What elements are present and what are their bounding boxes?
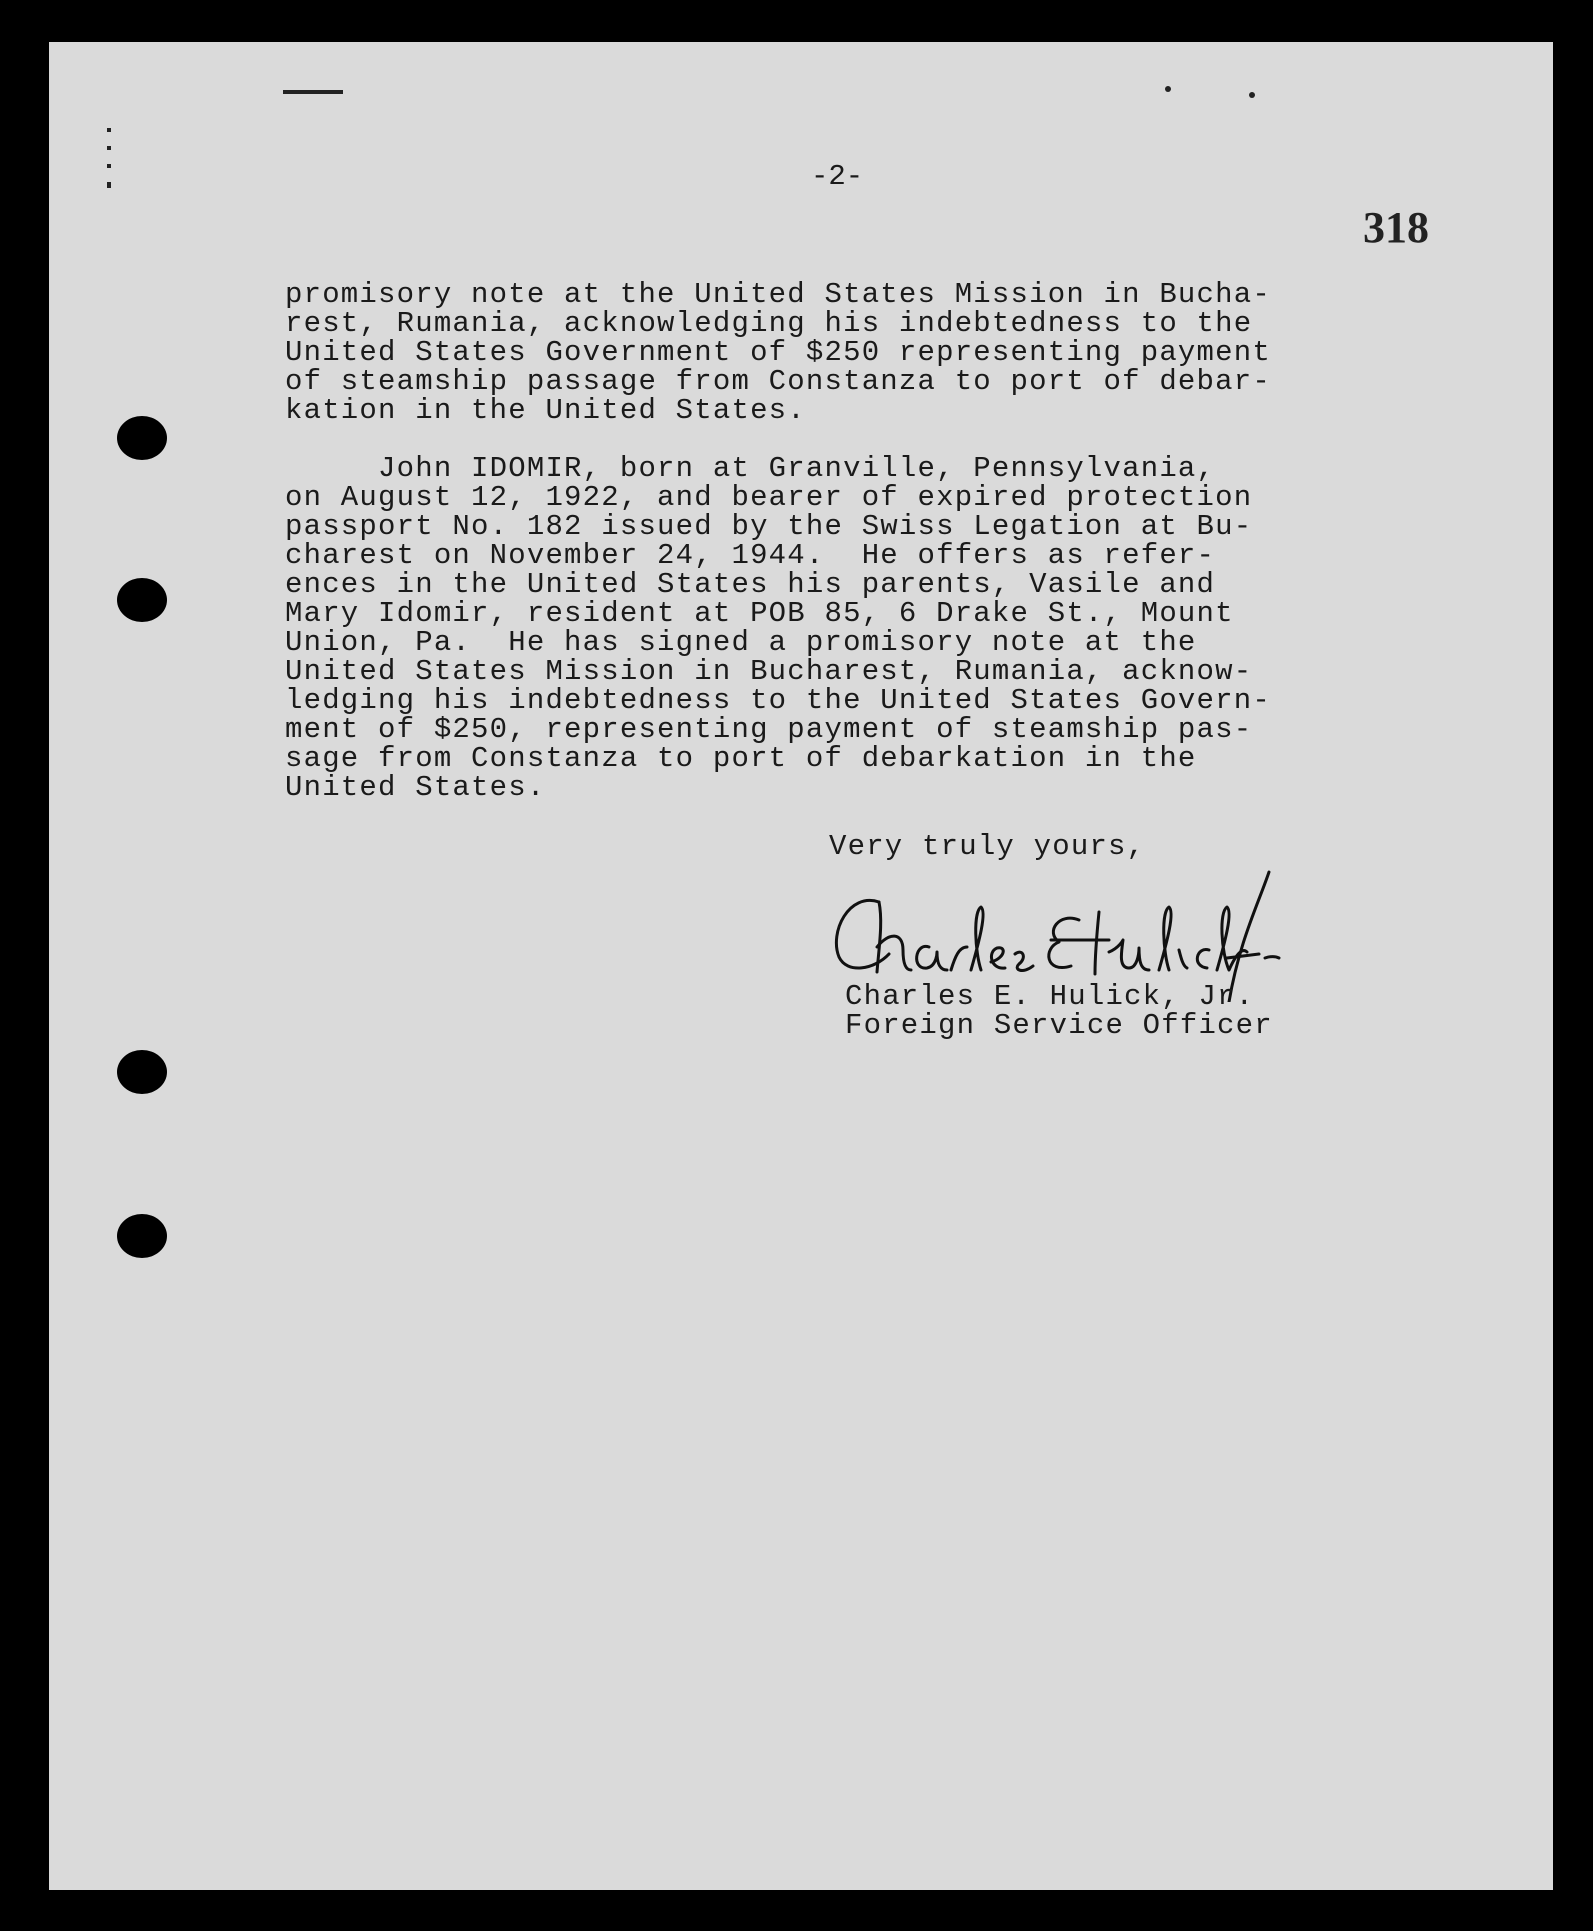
document-page — [49, 42, 1553, 1890]
signer-name: Charles E. Hulick, Jr. — [845, 980, 1255, 1013]
text-line: Mary Idomir, resident at POB 85, 6 Drake St., Mount — [285, 597, 1234, 630]
text-line: sage from Constanza to port of debarkation in the — [285, 742, 1197, 775]
text-line: charest on November 24, 1944. He offers as refer- — [285, 539, 1216, 572]
text-line: kation in the United States. — [285, 394, 806, 427]
text-line: United States Government of $250 representing payment — [285, 336, 1271, 369]
text-line: passport No. 182 issued by the Swiss Legation at Bu- — [285, 510, 1253, 543]
text-line: rest, Rumania, acknowledging his indebtedness to the — [285, 307, 1253, 340]
text-line: ences in the United States his parents, Vasile and — [285, 568, 1216, 601]
page-number: -2- — [811, 160, 864, 193]
text-line: on August 12, 1922, and bearer of expired protection — [285, 481, 1253, 514]
text-line: ment of $250, representing payment of steamship pas- — [285, 713, 1253, 746]
punch-hole — [117, 1050, 167, 1094]
text-line: of steamship passage from Constanza to port of debar- — [285, 365, 1271, 398]
ink-speck — [107, 164, 111, 168]
ink-speck — [107, 146, 111, 150]
text-line: United States Mission in Bucharest, Rumania, acknow- — [285, 655, 1253, 688]
closing: Very truly yours, — [829, 830, 1146, 863]
text-line: Union, Pa. He has signed a promisory note at the — [285, 626, 1197, 659]
text-line: John IDOMIR, born at Granville, Pennsylvania, — [285, 452, 1216, 485]
punch-hole — [117, 1214, 167, 1258]
punch-hole — [117, 416, 167, 460]
ink-speck — [1249, 92, 1255, 98]
ink-speck — [1165, 86, 1171, 92]
signer-title: Foreign Service Officer — [845, 1009, 1273, 1042]
text-line: United States. — [285, 771, 546, 804]
punch-hole — [117, 578, 167, 622]
ink-speck — [283, 90, 343, 94]
ink-speck — [107, 128, 111, 132]
text-line: ledging his indebtedness to the United States Govern- — [285, 684, 1271, 717]
stamp-number: 318 — [1363, 203, 1429, 252]
ink-speck — [107, 182, 111, 188]
text-line: promisory note at the United States Mission in Bucha- — [285, 278, 1271, 311]
